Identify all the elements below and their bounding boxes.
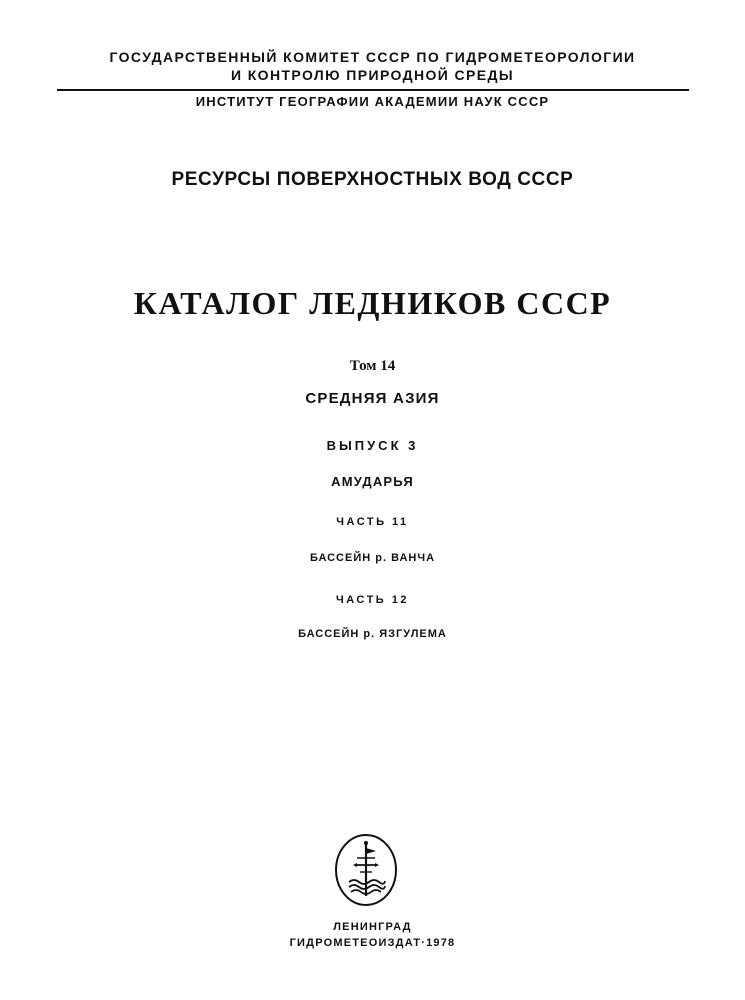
publisher-emblem-icon <box>333 832 399 908</box>
part-basin: БАССЕЙН р. ВАНЧА <box>309 552 436 564</box>
part-label: ЧАСТЬ 11 <box>336 516 409 528</box>
volume-number: Том 14 <box>349 358 396 374</box>
part-label: ЧАСТЬ 12 <box>336 594 409 606</box>
part-basin: БАССЕЙН р. ЯЗГУЛЕМА <box>298 628 447 640</box>
organization-line-1: ГОСУДАРСТВЕННЫЙ КОМИТЕТ СССР ПО ГИДРОМЕТЕОРОЛОГИИ <box>109 49 636 65</box>
issue-river: АМУДАРЬЯ <box>331 474 414 489</box>
institute-name: ИНСТИТУТ ГЕОГРАФИИ АКАДЕМИИ НАУК СССР <box>195 94 550 109</box>
region-title: СРЕДНЯЯ АЗИЯ <box>305 390 440 407</box>
header-divider <box>57 89 689 91</box>
imprint-city: ЛЕНИНГРАД <box>333 921 412 933</box>
imprint-publisher-year: ГИДРОМЕТЕОИЗДАТ·1978 <box>289 937 456 949</box>
series-title: РЕСУРСЫ ПОВЕРХНОСТНЫХ ВОД СССР <box>171 169 574 190</box>
organization-line-2: И КОНТРОЛЮ ПРИРОДНОЙ СРЕДЫ <box>230 67 514 83</box>
main-title: КАТАЛОГ ЛЕДНИКОВ СССР <box>133 285 612 321</box>
issue-label: ВЫПУСК 3 <box>326 438 419 453</box>
